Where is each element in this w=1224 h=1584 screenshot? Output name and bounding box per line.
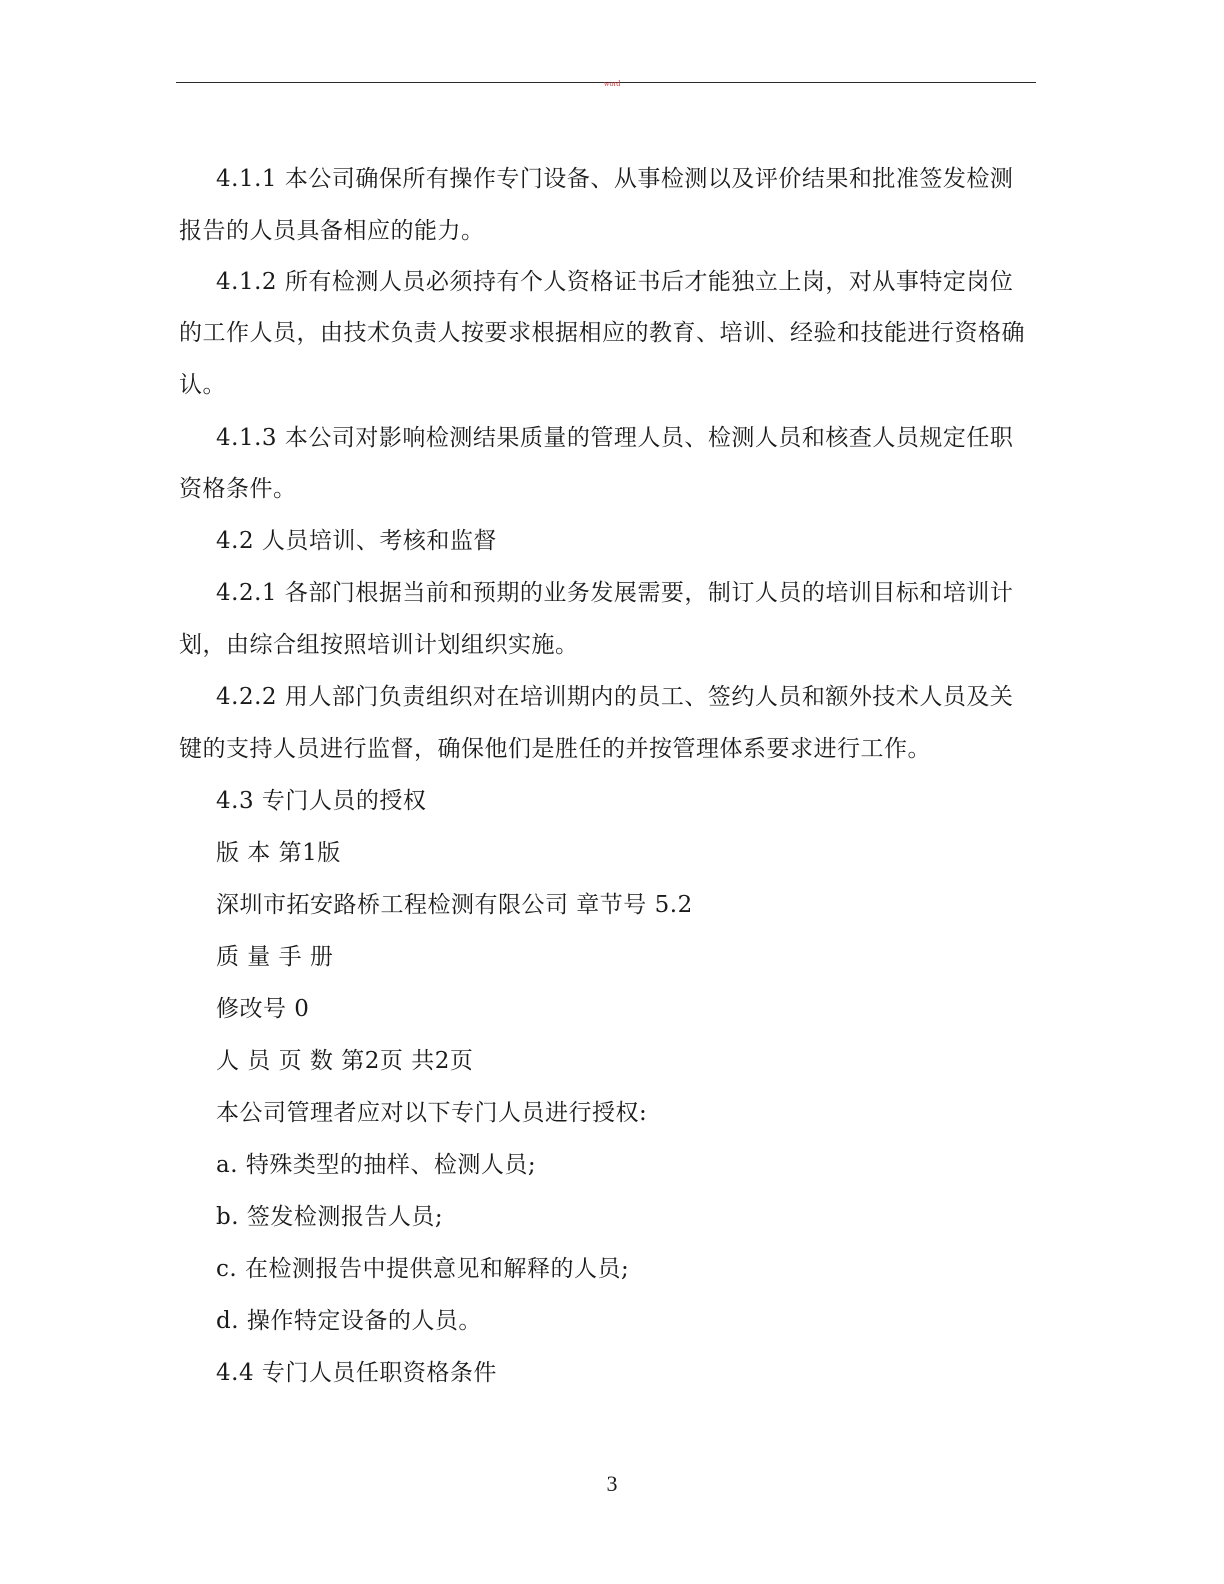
- text-line: 的工作人员，由技术负责人按要求根据相应的教育、培训、经验和技能进行资格确: [179, 320, 1025, 346]
- text-line: 版 本 第1版: [216, 840, 341, 866]
- text-line: 人 员 页 数 第2页 共2页: [216, 1048, 474, 1074]
- text-line: 资格条件。: [179, 476, 297, 502]
- section-heading: 4.4 专门人员任职资格条件: [216, 1360, 497, 1386]
- text-line: 4.2.2 用人部门负责组织对在培训期内的员工、签约人员和额外技术人员及关: [216, 684, 1014, 710]
- text-line: 质 量 手 册: [216, 944, 334, 970]
- text-line: 报告的人员具备相应的能力。: [179, 218, 485, 244]
- section-heading: 4.3 专门人员的授权: [216, 788, 427, 814]
- text-line: 键的支持人员进行监督，确保他们是胜任的并按管理体系要求进行工作。: [179, 736, 931, 762]
- list-item: b. 签发检测报告人员;: [216, 1204, 444, 1230]
- text-line: 修改号 0: [216, 996, 310, 1022]
- text-line: 4.1.1 本公司确保所有操作专门设备、从事检测以及评价结果和批准签发检测: [216, 166, 1014, 192]
- header-watermark: word: [603, 79, 621, 88]
- list-item: d. 操作特定设备的人员。: [216, 1308, 482, 1334]
- text-line: 深圳市拓安路桥工程检测有限公司 章节号 5.2: [216, 892, 693, 918]
- text-line: 4.2.1 各部门根据当前和预期的业务发展需要，制订人员的培训目标和培训计: [216, 580, 1014, 606]
- page-number: 3: [606, 1471, 618, 1496]
- text-line: 4.1.2 所有检测人员必须持有个人资格证书后才能独立上岗，对从事特定岗位: [216, 269, 1014, 295]
- text-line: 4.1.3 本公司对影响检测结果质量的管理人员、检测人员和核查人员规定任职: [216, 425, 1014, 451]
- text-line: 本公司管理者应对以下专门人员进行授权:: [216, 1100, 648, 1126]
- section-heading: 4.2 人员培训、考核和监督: [216, 528, 497, 554]
- list-item: c. 在检测报告中提供意见和解释的人员;: [216, 1256, 630, 1282]
- list-item: a. 特殊类型的抽样、检测人员;: [216, 1152, 537, 1178]
- text-line: 划，由综合组按照培训计划组织实施。: [179, 632, 579, 658]
- text-line: 认。: [179, 372, 226, 398]
